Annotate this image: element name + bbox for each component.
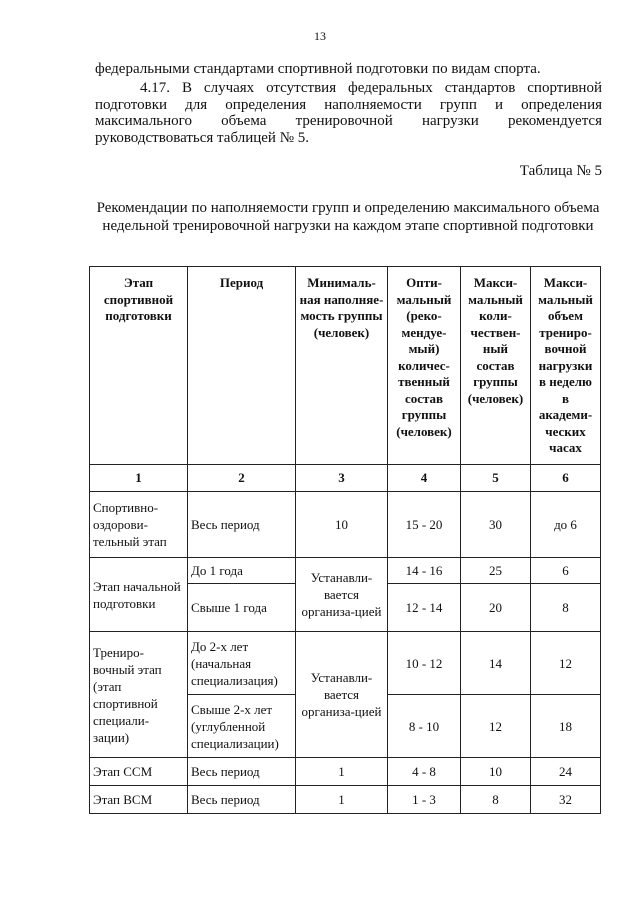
column-number: 2 — [188, 465, 296, 492]
max-cell: 14 — [461, 632, 531, 695]
optimal-cell: 14 - 16 — [388, 558, 461, 584]
min-cell: 10 — [296, 492, 388, 558]
max-cell: 25 — [461, 558, 531, 584]
period-cell: Весь период — [188, 786, 296, 814]
column-number: 5 — [461, 465, 531, 492]
page-number: 13 — [314, 29, 326, 43]
column-number: 3 — [296, 465, 388, 492]
optimal-cell: 10 - 12 — [388, 632, 461, 695]
header-max-load: Макси-мальный объем трениро-вочной нагрузки в неделю в академи-ческих часах — [531, 267, 601, 465]
column-number-row — [90, 465, 601, 492]
paragraph-4-17: 4.17. В случаях отсутствия федеральных стандартов спортивной подготовки для определения наполняемости групп и определения максимального объема тренировочной нагрузки рекомендуется руководствоваться таблицей № 5. — [95, 80, 602, 146]
load-cell: 24 — [531, 758, 601, 786]
period-cell: До 1 года — [188, 558, 296, 584]
header-max-group: Макси-мальный коли-чествен-ный состав группы (человек) — [461, 267, 531, 465]
max-cell: 12 — [461, 695, 531, 758]
optimal-cell: 12 - 14 — [388, 584, 461, 632]
max-cell: 20 — [461, 584, 531, 632]
table-row — [90, 558, 601, 584]
header-stage: Этап спортивной подготовки — [90, 267, 188, 465]
stage-cell: Этап ССМ — [90, 758, 188, 786]
header-optimal-group: Опти-мальный (реко-мендуе-мый) количес-твенный состав группы (человек) — [388, 267, 461, 465]
table-row — [90, 632, 601, 695]
period-cell: Весь период — [188, 758, 296, 786]
stage-cell: Спортивно-оздорови-тельный этап — [90, 492, 188, 558]
stage-cell: Этап начальной подготовки — [90, 558, 188, 632]
load-cell: 6 — [531, 558, 601, 584]
load-cell: 8 — [531, 584, 601, 632]
optimal-cell: 8 - 10 — [388, 695, 461, 758]
column-number: 1 — [90, 465, 188, 492]
min-cell: Устанавли-вается организа-цией — [296, 632, 388, 758]
max-cell: 8 — [461, 786, 531, 814]
period-cell: Весь период — [188, 492, 296, 558]
period-cell: Свыше 2-х лет (углубленной специализации) — [188, 695, 296, 758]
table-row — [90, 786, 601, 814]
header-period: Период — [188, 267, 296, 465]
load-cell: до 6 — [531, 492, 601, 558]
table-header-row — [90, 267, 601, 465]
column-number: 6 — [531, 465, 601, 492]
load-cell: 18 — [531, 695, 601, 758]
optimal-cell: 4 - 8 — [388, 758, 461, 786]
table-row — [90, 492, 601, 558]
load-cell: 12 — [531, 632, 601, 695]
header-min-group: Минималь-ная наполняе-мость группы (человек) — [296, 267, 388, 465]
optimal-cell: 15 - 20 — [388, 492, 461, 558]
load-cell: 32 — [531, 786, 601, 814]
optimal-cell: 1 - 3 — [388, 786, 461, 814]
min-cell: 1 — [296, 786, 388, 814]
recommendations-table — [89, 266, 601, 814]
column-number: 4 — [388, 465, 461, 492]
period-cell: До 2-х лет (начальная специализация) — [188, 632, 296, 695]
stage-cell: Этап ВСМ — [90, 786, 188, 814]
min-cell: 1 — [296, 758, 388, 786]
table-label: Таблица № 5 — [519, 163, 602, 179]
min-cell: Устанавли-вается организа-цией — [296, 558, 388, 632]
table-row — [90, 758, 601, 786]
period-cell: Свыше 1 года — [188, 584, 296, 632]
paragraph-continuation: федеральными стандартами спортивной подготовки по видам спорта. — [95, 61, 541, 77]
table-title: Рекомендации по наполняемости групп и определению максимального объема недельной тренировочной нагрузки на каждом этапе спортивной подготовки — [96, 200, 600, 234]
stage-cell: Трениро-вочный этап (этап спортивной специали-зации) — [90, 632, 188, 758]
max-cell: 30 — [461, 492, 531, 558]
max-cell: 10 — [461, 758, 531, 786]
